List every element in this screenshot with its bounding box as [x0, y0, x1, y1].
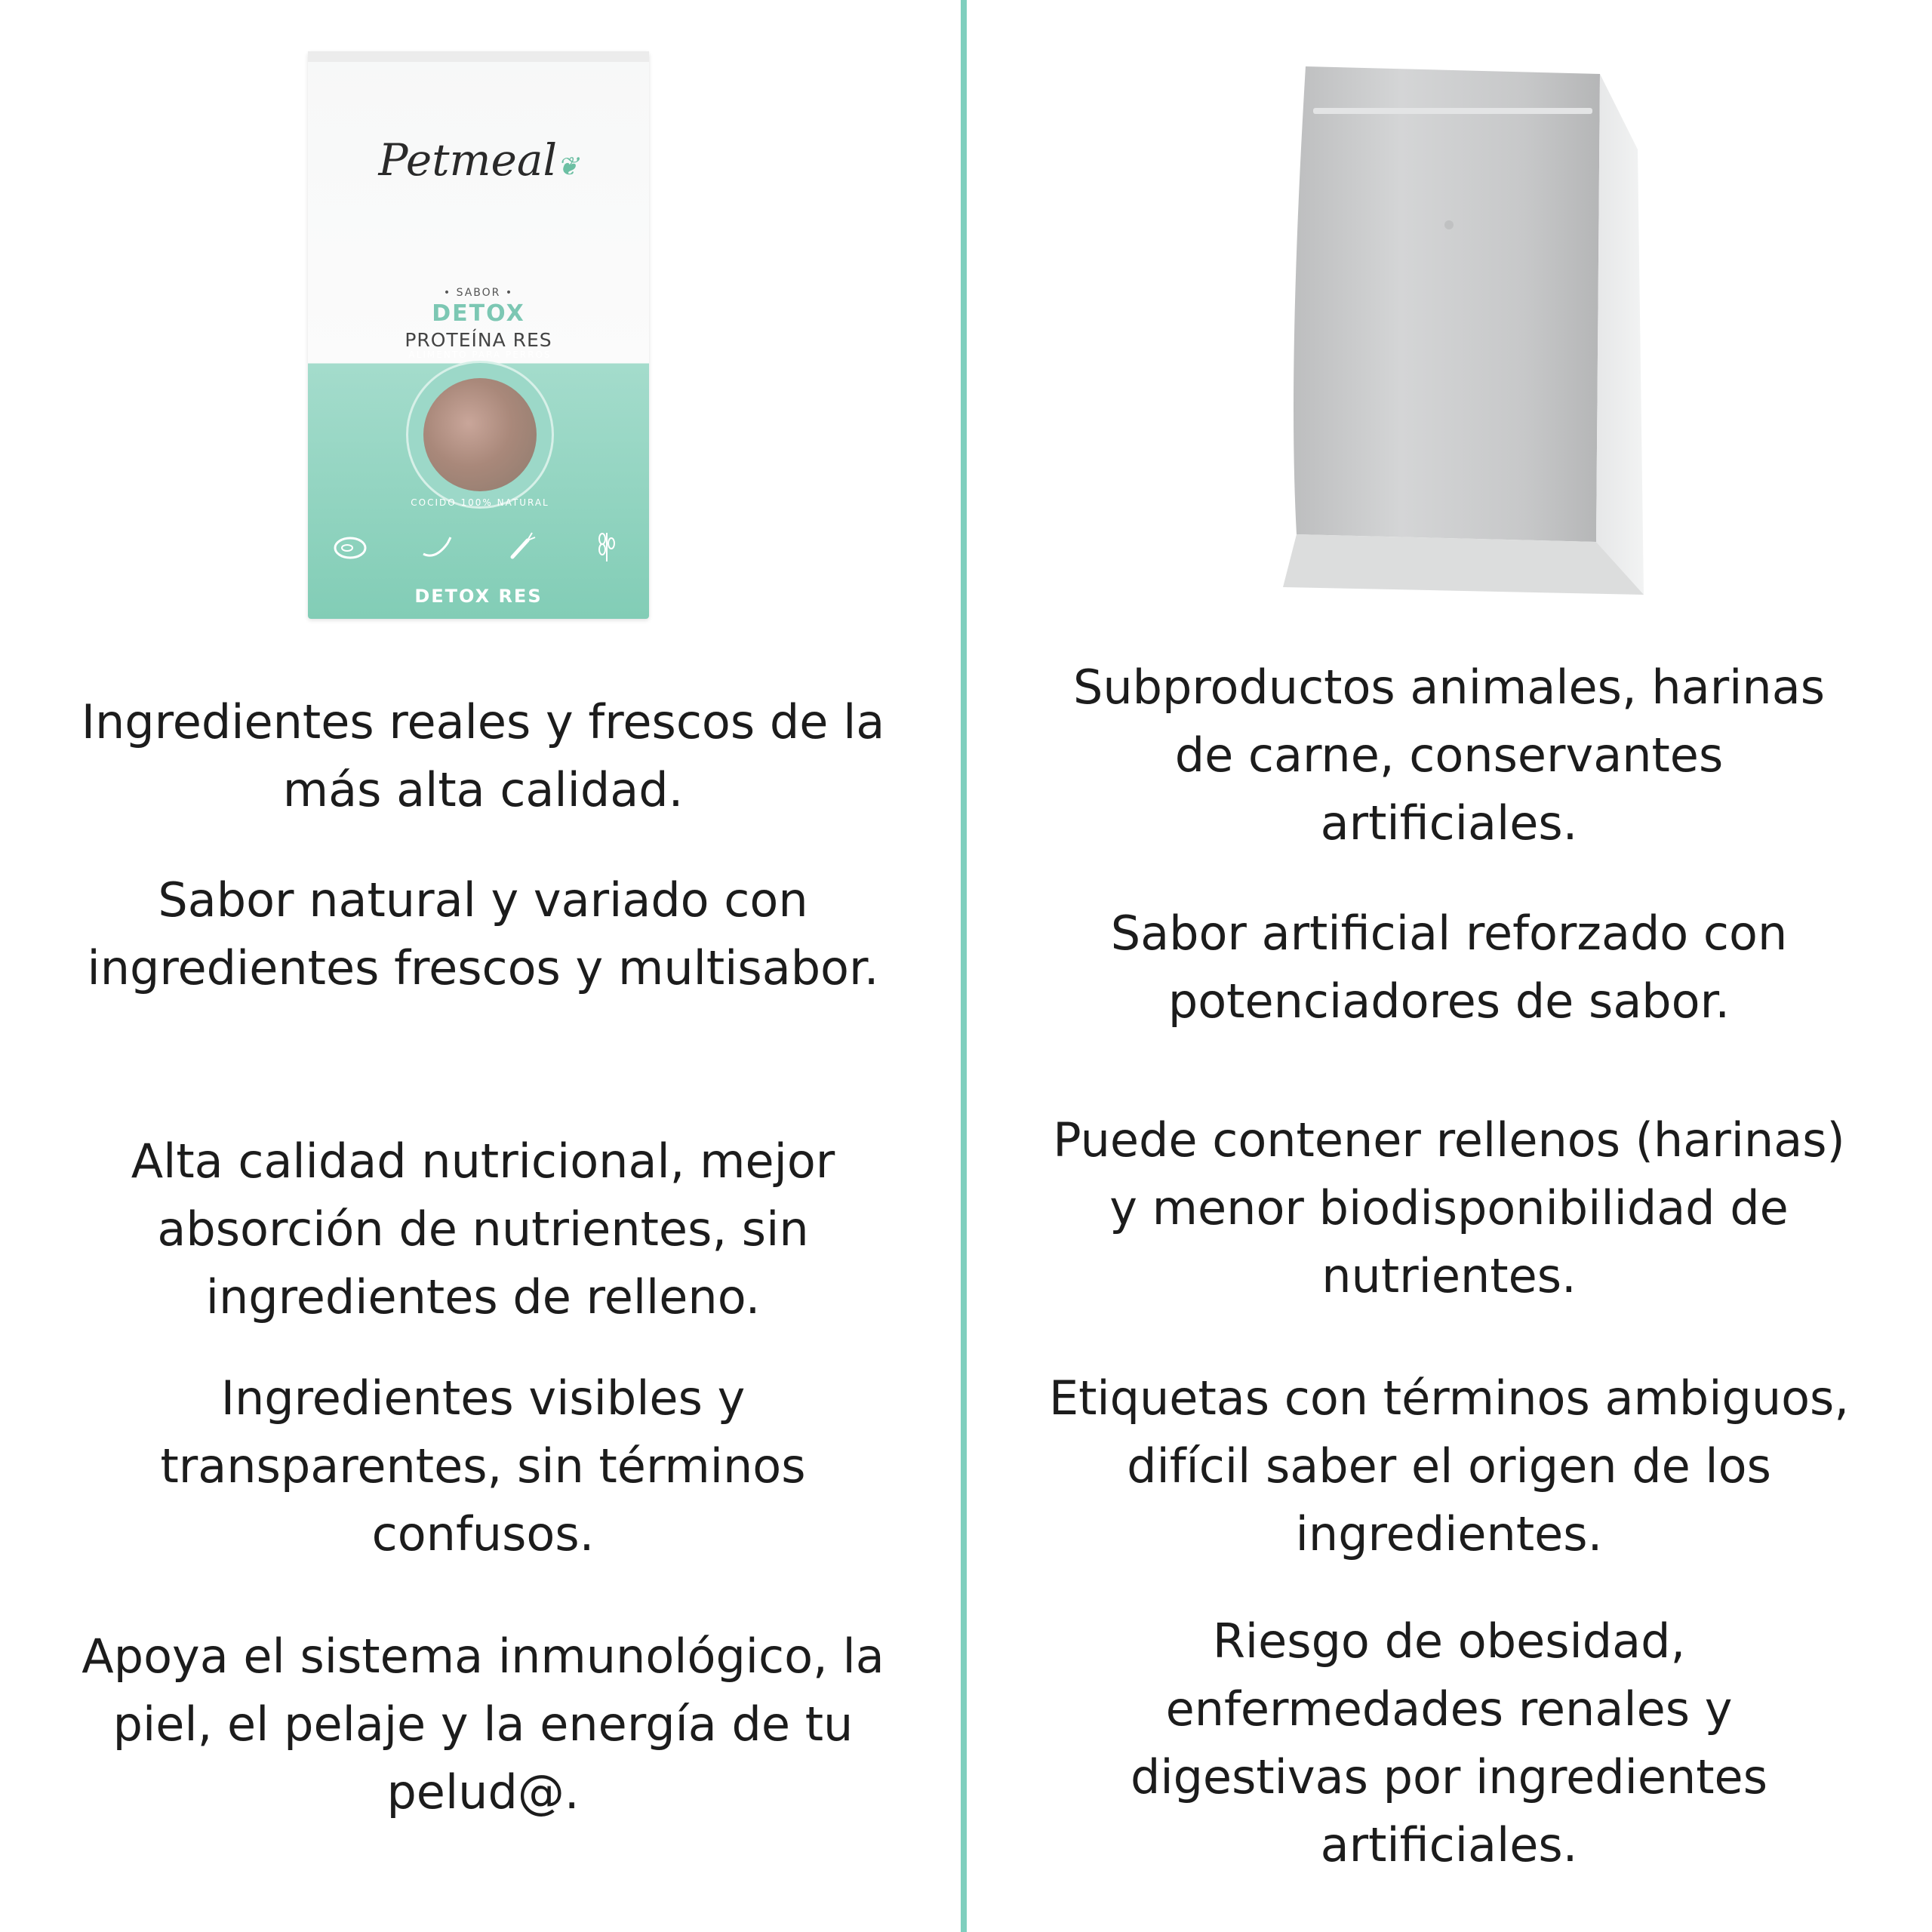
generic-food-bag-image — [1283, 66, 1645, 595]
seal-top-text: ALIMENTO PARA PERROS — [408, 349, 552, 360]
protein-name: PROTEÍNA RES — [405, 329, 552, 351]
leaf-icon: ❦ — [557, 152, 579, 182]
benefit-transparency: Ingredientes visibles y transparentes, sin términos confusos. — [160, 1371, 806, 1561]
flavor-name: DETOX — [432, 300, 525, 327]
drawback-nutrition: Puede contener rellenos (harinas) y menor biodisponibilidad de nutrientes. — [1053, 1112, 1845, 1303]
grain-icon — [587, 527, 626, 566]
benefit-health: Apoya el sistema inmunológico, la piel, el pelaje y la energía de tu pelud@. — [82, 1629, 884, 1820]
petmeal-product-image — [308, 51, 649, 619]
brand-logo — [308, 134, 649, 186]
food-window — [423, 378, 537, 491]
pouch-footer-label: DETOX RES — [414, 586, 543, 607]
benefit-ingredients: Ingredientes reales y frescos de la más alta calidad. — [81, 694, 885, 817]
seal-bottom-text: COCIDO 100% NATURAL — [411, 497, 549, 508]
pouch-seal-edge — [308, 51, 649, 62]
drawback-labels: Etiquetas con términos ambiguos, difícil saber el origen de los ingredientes. — [1048, 1371, 1850, 1561]
flavor-caption: • SABOR • — [443, 287, 514, 299]
ingredient-icons — [331, 527, 626, 566]
chili-icon — [416, 527, 455, 566]
drawback-flavor: Sabor artificial reforzado con potenciadores de sabor. — [1110, 906, 1788, 1029]
benefit-nutrition: Alta calidad nutricional, mejor absorción de nutrientes, sin ingredientes de relleno. — [131, 1134, 835, 1324]
drawback-ingredients: Subproductos animales, harinas de carne, conservantes artificiales. — [1073, 660, 1825, 851]
meat-icon — [331, 527, 370, 566]
product-seal — [406, 349, 554, 509]
benefit-flavor: Sabor natural y variado con ingredientes frescos y multisabor. — [87, 872, 879, 995]
column-divider — [961, 0, 967, 1932]
valve-icon — [1444, 220, 1454, 229]
vegetable-icon — [502, 527, 541, 566]
brand-name: Petmeal — [378, 134, 557, 186]
drawback-health: Riesgo de obesidad, enfermedades renales y digestivas por ingredientes artificiales. — [1130, 1614, 1768, 1872]
zipper-strip — [1313, 108, 1592, 114]
